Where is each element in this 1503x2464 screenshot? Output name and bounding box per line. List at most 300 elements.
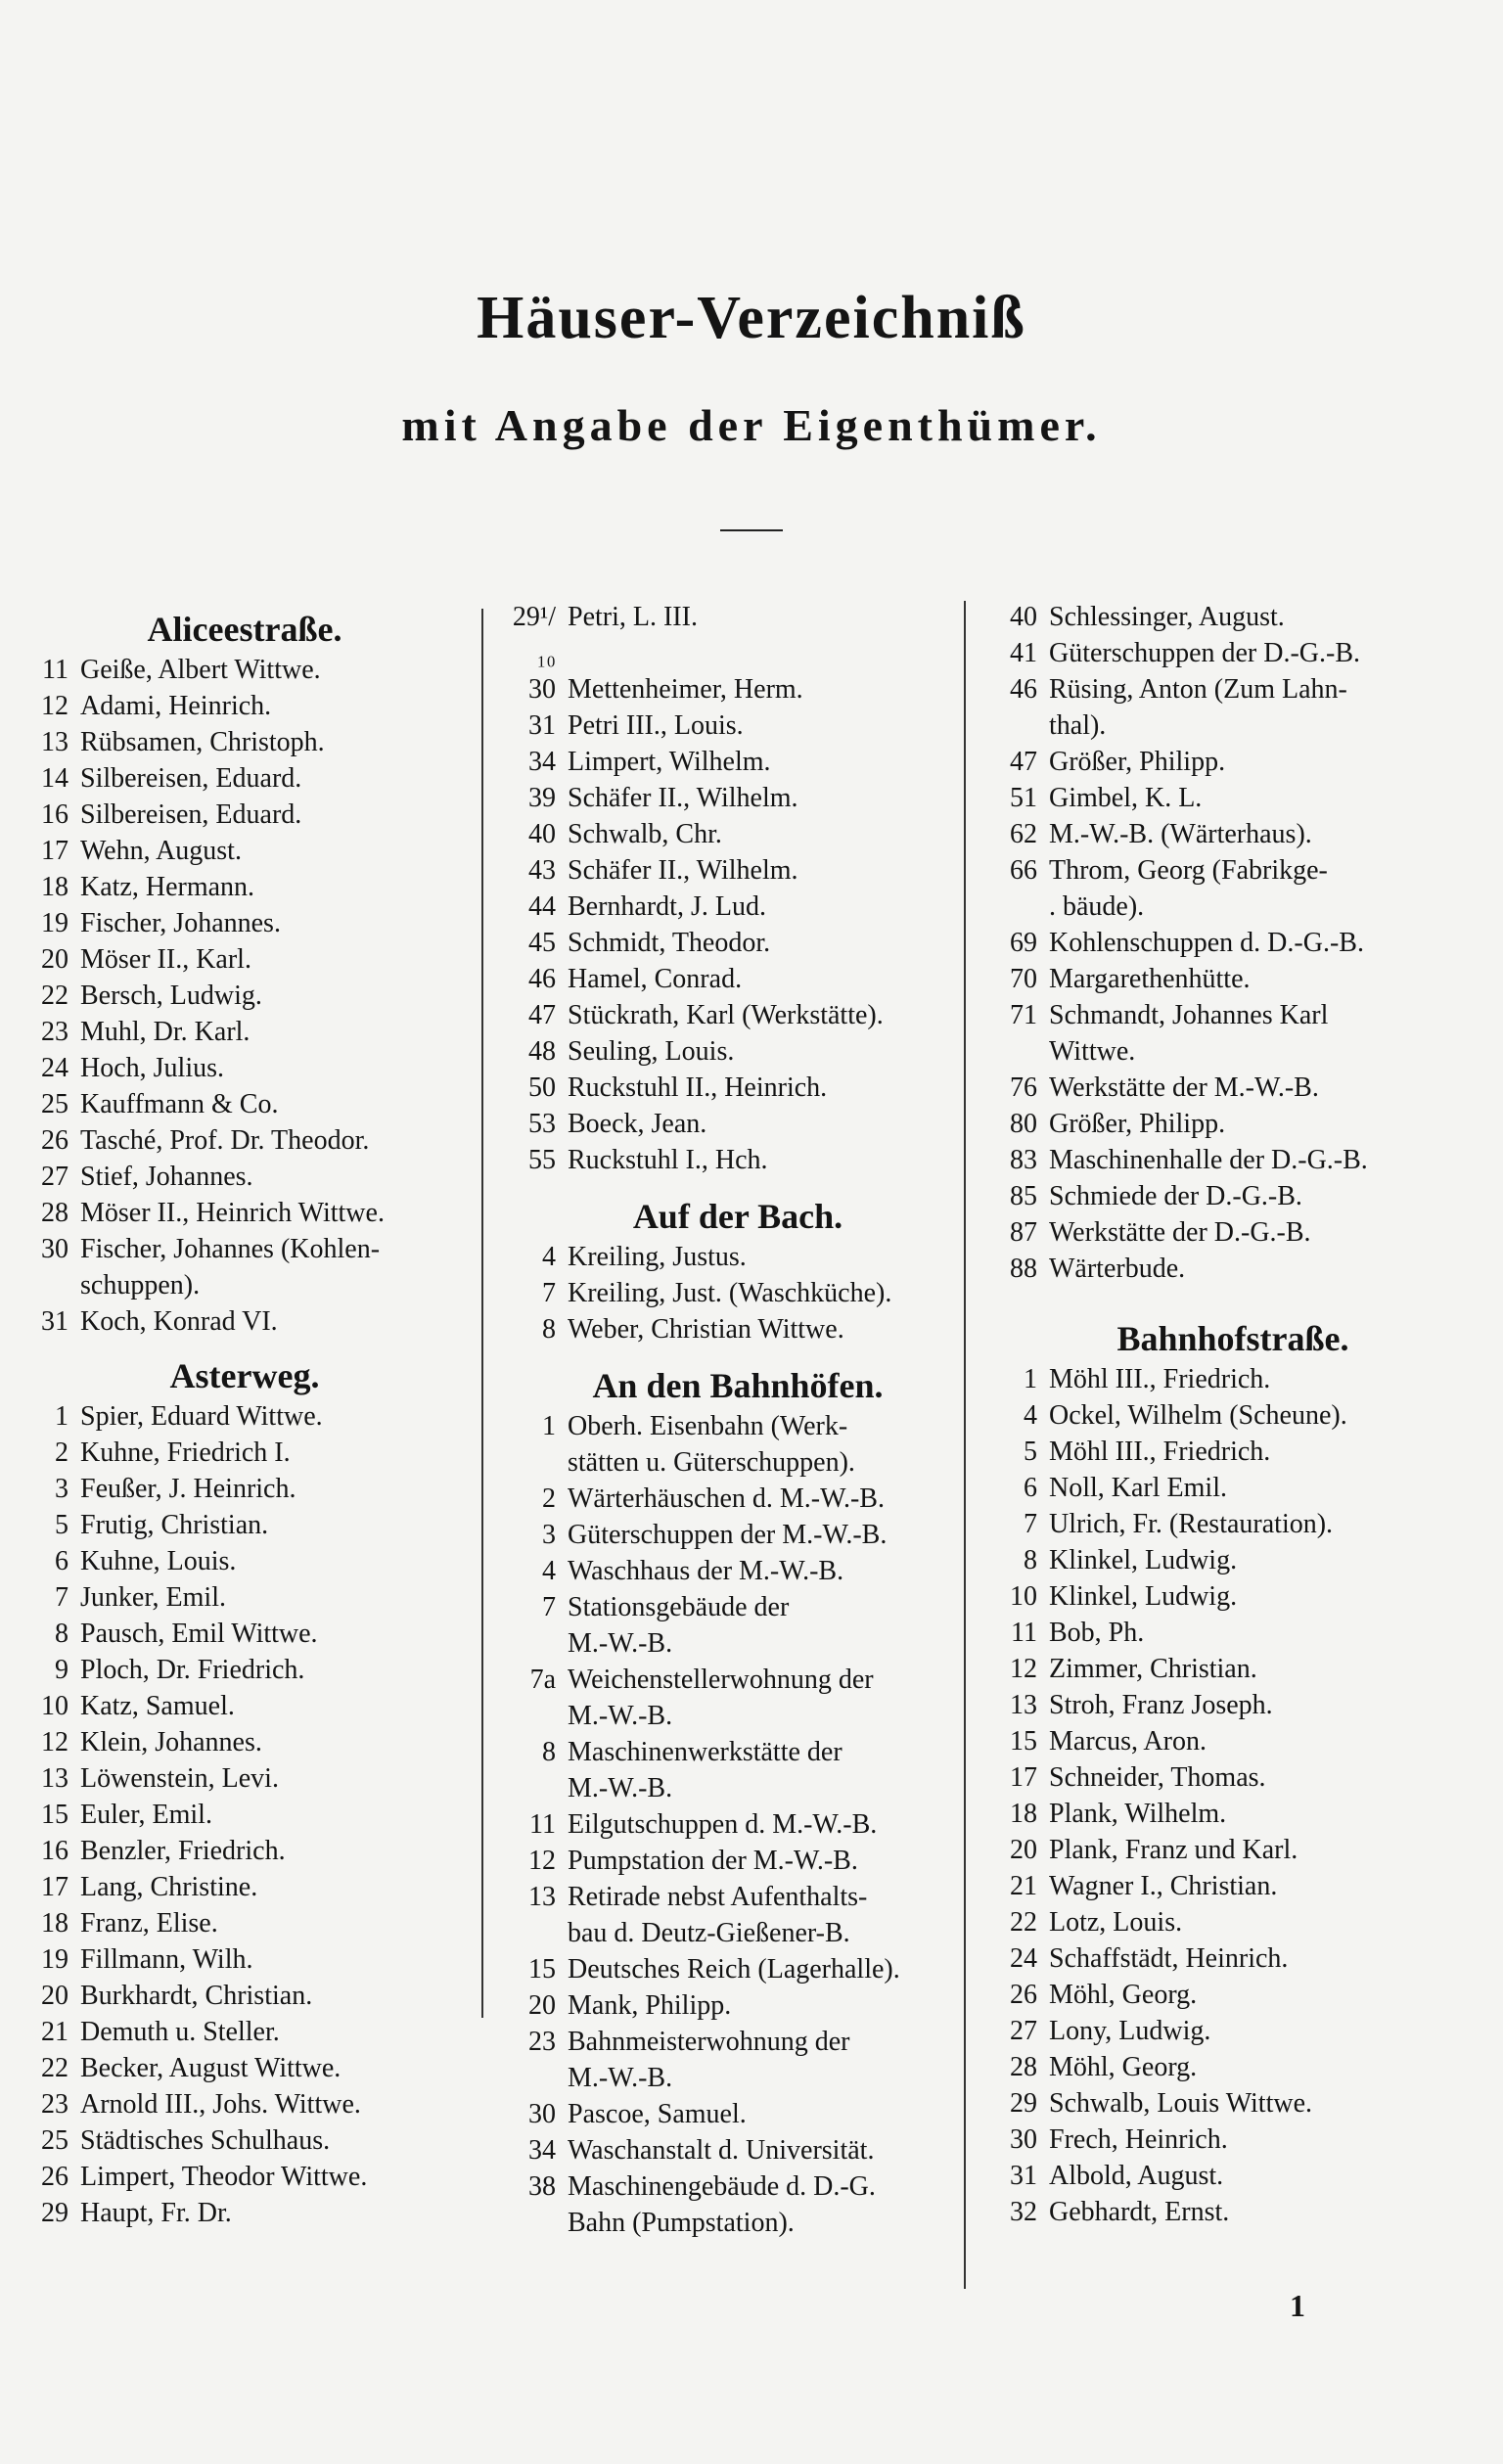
owner-name: Throm, Georg (Fabrikge- [1049,855,1328,886]
house-number: 4 [542,1556,556,1586]
house-number: 31 [528,710,556,741]
house-number: 83 [1010,1145,1037,1175]
house-number: 85 [1010,1181,1037,1211]
page-subtitle: mit Angabe der Eigenthümer. [401,400,1102,450]
list-item [979,2194,1487,2230]
list-item [10,905,479,941]
house-number: 29 [41,2198,68,2228]
house-number: 22 [41,2053,68,2083]
list-item [979,816,1487,852]
owner-name-continuation: . bäude). [1049,891,1145,922]
owner-name: Oberh. Eisenbahn (Werk- [568,1411,848,1441]
house-number: 25 [41,1089,68,1119]
owner-name: Stief, Johannes. [80,1162,253,1192]
owner-name: Lang, Christine. [80,1872,258,1902]
list-item [10,1543,479,1579]
owner-name-continuation: thal). [1049,710,1107,741]
list-item [497,1662,979,1698]
list-item [10,760,479,797]
owner-name: M.-W.-B. (Wärterhaus). [1049,819,1312,849]
list-item [10,941,479,978]
section-heading-aliceestrasse: Aliceestraße. [147,610,342,649]
list-item [979,1615,1487,1651]
section-heading-bahnhofstrasse: Bahnhofstraße. [1116,1319,1349,1358]
owner-name: Burkhardt, Christian. [80,1981,313,2011]
list-item [497,1843,979,1879]
list-item [979,744,1487,780]
house-number: 27 [1010,2016,1037,2046]
owner-name: Retirade nebst Aufenthalts- [568,1882,868,1912]
house-number: 12 [41,691,68,721]
list-item [497,1311,979,1347]
owner-name: Tasché, Prof. Dr. Theodor. [80,1125,370,1156]
house-number: 20 [1010,1835,1037,1865]
list-item [979,599,1487,635]
list-item [497,1879,979,1915]
list-item [979,997,1487,1033]
list-item [10,1688,479,1724]
owner-name: Maschinenhalle der D.-G.-B. [1049,1145,1368,1175]
owner-name: Klinkel, Ludwig. [1049,1545,1238,1575]
owner-name: Größer, Philipp. [1049,1109,1226,1139]
list-item [497,1070,979,1106]
house-number: 46 [528,964,556,994]
entries-auf-der-bach [497,1239,979,1347]
list-item [979,1904,1487,1940]
house-number: 31 [41,1306,68,1337]
house-number: 17 [41,836,68,866]
list-item [10,1905,479,1941]
entries-aliceestrasse-continued [497,599,979,1178]
house-number: 20 [41,944,68,975]
owner-name: Möhl, Georg. [1049,2052,1198,2082]
owner-name: Boeck, Jean. [568,1109,707,1139]
list-item [10,1086,479,1122]
list-item [497,1481,979,1517]
house-number: 4 [542,1242,556,1272]
house-number: 15 [528,1954,556,1985]
list-item [10,797,479,833]
owner-name: Städtisches Schulhaus. [80,2125,331,2156]
list-item [10,1833,479,1869]
house-number: 4 [1024,1400,1037,1431]
house-number: 20 [528,1990,556,2021]
owner-name: Waschanstalt d. Universität. [568,2135,875,2166]
owner-name: Bernhardt, J. Lud. [568,891,766,922]
list-item [979,1506,1487,1542]
owner-name: Ruckstuhl I., Hch. [568,1145,768,1175]
list-item [979,671,1487,707]
list-item [497,816,979,852]
list-item [10,2086,479,2122]
house-number: 13 [528,1882,556,1912]
list-item [10,1398,479,1435]
owner-name-continuation: M.-W.-B. [568,2063,673,2093]
owner-name: Geiße, Albert Wittwe. [80,655,321,685]
list-item [10,1471,479,1507]
list-item [10,1724,479,1760]
list-item [497,1142,979,1178]
owner-name: Limpert, Theodor Wittwe. [80,2162,368,2192]
owner-name: Schmandt, Johannes Karl [1049,1000,1329,1030]
house-number: 22 [1010,1907,1037,1938]
list-item [10,1231,479,1267]
owner-name: Gebhardt, Ernst. [1049,2197,1230,2227]
list-item [10,1014,479,1050]
house-number: 76 [1010,1072,1037,1103]
list-item [10,1616,479,1652]
owner-name-continuation: Bahn (Pumpstation). [568,2208,795,2238]
owner-name: Schäfer II., Wilhelm. [568,855,798,886]
house-number: 41 [1010,638,1037,668]
list-item [10,1122,479,1159]
owner-name: Güterschuppen der D.-G.-B. [1049,638,1361,668]
owner-name: Stückrath, Karl (Werkstätte). [568,1000,884,1030]
list-item [497,2024,979,2060]
list-item [979,1178,1487,1214]
house-number: 1 [1024,1364,1037,1394]
list-item [979,2122,1487,2158]
house-number: 11 [529,1809,556,1840]
house-number: 12 [1010,1654,1037,1684]
house-number: 5 [55,1510,68,1540]
house-number: 10 [1010,1581,1037,1612]
owner-name: Haupt, Fr. Dr. [80,2198,232,2228]
house-number: 3 [55,1474,68,1504]
list-item [979,1397,1487,1434]
title-divider [720,529,783,531]
owner-name: Schäfer II., Wilhelm. [568,783,798,813]
owner-name: Feußer, J. Heinrich. [80,1474,296,1504]
house-number: 13 [41,727,68,757]
owner-name: Pausch, Emil Wittwe. [80,1619,318,1649]
list-item [497,2132,979,2168]
house-number: 28 [41,1198,68,1228]
house-number: 45 [528,928,556,958]
owner-name: Kuhne, Friedrich I. [80,1437,291,1468]
house-number: 21 [1010,1871,1037,1901]
list-item [497,707,979,744]
house-number: 17 [1010,1762,1037,1793]
owner-name: Adami, Heinrich. [80,691,272,721]
owner-name: Frech, Heinrich. [1049,2124,1228,2155]
list-item [10,1159,479,1195]
list-item [979,961,1487,997]
list-item [10,1869,479,1905]
owner-name: Stroh, Franz Joseph. [1049,1690,1273,1720]
owner-name: Franz, Elise. [80,1908,218,1939]
owner-name: Ploch, Dr. Friedrich. [80,1655,305,1685]
list-item [979,925,1487,961]
house-number: 30 [528,2099,556,2129]
house-number: 39 [528,783,556,813]
owner-name: Eilgutschuppen d. M.-W.-B. [568,1809,878,1840]
owner-name: Schmidt, Theodor. [568,928,771,958]
house-number: 50 [528,1072,556,1103]
list-item [10,978,479,1014]
list-item [497,1275,979,1311]
house-number: 80 [1010,1109,1037,1139]
section-heading-auf-der-bach: Auf der Bach. [632,1197,843,1236]
house-number: 46 [1010,674,1037,705]
owner-name: Wärterhäuschen d. M.-W.-B. [568,1483,885,1514]
list-item [979,1868,1487,1904]
owner-name: Silbereisen, Eduard. [80,763,302,794]
house-number: 29¹/₁₀ [512,602,556,668]
owner-name: Deutsches Reich (Lagerhalle). [568,1954,900,1985]
house-number: 17 [41,1872,68,1902]
owner-name: Klinkel, Ludwig. [1049,1581,1238,1612]
house-number: 40 [528,819,556,849]
house-number: 7 [542,1592,556,1622]
list-item [10,724,479,760]
owner-name: Schlessinger, August. [1049,602,1285,632]
list-item [10,833,479,869]
owner-name: Arnold III., Johs. Wittwe. [80,2089,361,2120]
list-item [979,1106,1487,1142]
house-number: 8 [542,1737,556,1767]
list-item [10,1760,479,1797]
list-item [497,1553,979,1589]
house-number: 29 [1010,2088,1037,2119]
list-item [979,852,1487,889]
house-number: 34 [528,747,556,777]
list-item [979,2049,1487,2085]
owner-name-continuation: Wittwe. [1049,1036,1136,1067]
house-number: 26 [41,1125,68,1156]
house-number: 47 [1010,747,1037,777]
entries-bahnhofstrasse [979,1361,1487,2230]
owner-name: Waschhaus der M.-W.-B. [568,1556,844,1586]
owner-name: Schwalb, Louis Wittwe. [1049,2088,1312,2119]
house-number: 15 [41,1800,68,1830]
house-number: 32 [1010,2197,1037,2227]
house-number: 27 [41,1162,68,1192]
house-number: 44 [528,891,556,922]
list-item [497,599,979,671]
list-item [979,1470,1487,1506]
house-number: 9 [55,1655,68,1685]
house-number: 2 [55,1437,68,1468]
house-number: 7 [1024,1509,1037,1539]
house-number: 88 [1010,1254,1037,1284]
owner-name: Fillmann, Wilh. [80,1944,253,1975]
list-item [979,1434,1487,1470]
list-item [979,2158,1487,2194]
list-item [497,744,979,780]
house-number: 18 [41,872,68,902]
column-1 [10,599,479,2292]
owner-name: Lotz, Louis. [1049,1907,1183,1938]
section-heading-an-den-bahnhoefen: An den Bahnhöfen. [592,1366,884,1405]
list-item [10,2014,479,2050]
house-number: 11 [42,655,68,685]
house-number: 16 [41,1836,68,1866]
list-item [979,635,1487,671]
owner-name: Wärterbude. [1049,1254,1186,1284]
list-item [10,1435,479,1471]
list-item [497,2096,979,2132]
owner-name: Gimbel, K. L. [1049,783,1203,813]
list-item [497,1589,979,1625]
owner-name: Klein, Johannes. [80,1727,262,1757]
owner-name: Demuth u. Steller. [80,2017,280,2047]
owner-name: Fischer, Johannes (Kohlen- [80,1234,381,1264]
owner-name: Möser II., Heinrich Wittwe. [80,1198,385,1228]
owner-name: Stationsgebäude der [568,1592,790,1622]
owner-name-continuation: M.-W.-B. [568,1773,673,1803]
owner-name: Albold, August. [1049,2161,1224,2191]
list-item [497,925,979,961]
house-number: 18 [1010,1799,1037,1829]
house-number: 7 [542,1278,556,1308]
list-item [979,1977,1487,2013]
house-number: 7a [529,1665,556,1695]
house-number: 40 [1010,602,1037,632]
house-number: 30 [528,674,556,705]
owner-name: Kauffmann & Co. [80,1089,279,1119]
owner-name: Katz, Hermann. [80,872,255,902]
house-number: 26 [41,2162,68,2192]
house-number: 71 [1010,1000,1037,1030]
house-number: 19 [41,1944,68,1975]
list-item [979,1651,1487,1687]
entries-aliceestrasse [10,652,479,1340]
house-number: 16 [41,799,68,830]
list-item [497,1517,979,1553]
house-number: 8 [55,1619,68,1649]
owner-name: Becker, August Wittwe. [80,2053,342,2083]
house-number: 1 [542,1411,556,1441]
owner-name: Marcus, Aron. [1049,1726,1207,1757]
house-number: 6 [55,1546,68,1576]
owner-name: Werkstätte der D.-G.-B. [1049,1217,1311,1248]
list-item [10,1941,479,1978]
page-number: 1 [1290,2288,1305,2323]
owner-name: Petri III., Louis. [568,710,744,741]
owner-name: Bob, Ph. [1049,1618,1145,1648]
house-number: 10 [41,1691,68,1721]
owner-name-continuation: schuppen). [80,1270,201,1300]
owner-name: Schwalb, Chr. [568,819,722,849]
owner-name: Margarethenhütte. [1049,964,1251,994]
owner-name-continuation: M.-W.-B. [568,1701,673,1731]
column-divider-1 [481,609,483,2018]
column-2 [497,599,979,2292]
owner-name: Bahnmeisterwohnung der [568,2027,850,2057]
owner-name: Möhl III., Friedrich. [1049,1437,1271,1467]
list-item [10,2159,479,2195]
owner-name: Schmiede der D.-G.-B. [1049,1181,1302,1211]
owner-name: Löwenstein, Levi. [80,1763,279,1794]
list-item [497,1408,979,1444]
house-number: 66 [1010,855,1037,886]
owner-name: Kohlenschuppen d. D.-G.-B. [1049,928,1364,958]
owner-name: Petri, L. III. [568,602,698,632]
list-item [10,1579,479,1616]
list-item [10,1978,479,2014]
owner-name: Ulrich, Fr. (Restauration). [1049,1509,1334,1539]
house-number: 24 [1010,1943,1037,1974]
list-item [979,1251,1487,1287]
house-number: 69 [1010,928,1037,958]
section-heading-asterweg: Asterweg. [169,1356,320,1395]
owner-name: Pascoe, Samuel. [568,2099,747,2129]
list-item [979,1940,1487,1977]
list-item [497,1806,979,1843]
list-item [497,780,979,816]
list-item [497,1951,979,1987]
owner-name: Limpert, Wilhelm. [568,747,771,777]
owner-name: Mank, Philipp. [568,1990,732,2021]
house-number: 18 [41,1908,68,1939]
house-number: 34 [528,2135,556,2166]
owner-name: Seuling, Louis. [568,1036,735,1067]
column-3 [979,599,1487,2292]
list-item [10,869,479,905]
house-number: 8 [1024,1545,1037,1575]
house-number: 19 [41,908,68,938]
list-item [497,961,979,997]
list-item [497,997,979,1033]
owner-name: Silbereisen, Eduard. [80,799,302,830]
owner-name: Plank, Wilhelm. [1049,1799,1227,1829]
list-item [10,1195,479,1231]
owner-name: Möser II., Karl. [80,944,251,975]
owner-name: Wagner I., Christian. [1049,1871,1278,1901]
owner-name: Maschinenwerkstätte der [568,1737,843,1767]
house-number: 12 [41,1727,68,1757]
owner-name: Muhl, Dr. Karl. [80,1017,250,1047]
owner-name-continuation: M.-W.-B. [568,1628,673,1659]
owner-name: Maschinengebäude d. D.-G. [568,2171,876,2202]
page-title: Häuser-Verzeichniß [477,285,1026,351]
list-item [979,1214,1487,1251]
list-item [497,671,979,707]
list-item [979,1070,1487,1106]
list-item [497,889,979,925]
owner-name: Schneider, Thomas. [1049,1762,1266,1793]
list-item [979,1759,1487,1796]
owner-name: Möhl III., Friedrich. [1049,1364,1271,1394]
house-number: 38 [528,2171,556,2202]
list-item [979,1723,1487,1759]
house-number: 14 [41,763,68,794]
owner-name: Werkstätte der M.-W.-B. [1049,1072,1319,1103]
house-number: 11 [1011,1618,1037,1648]
house-number: 13 [1010,1690,1037,1720]
list-item [10,2122,479,2159]
house-number: 23 [41,1017,68,1047]
list-item [10,2195,479,2231]
owner-name: Größer, Philipp. [1049,747,1226,777]
house-number: 25 [41,2125,68,2156]
house-number: 15 [1010,1726,1037,1757]
owner-name-continuation: bau d. Deutz-Gießener-B. [568,1918,850,1948]
owner-name: Kuhne, Louis. [80,1546,237,1576]
owner-name: Rüsing, Anton (Zum Lahn- [1049,674,1347,705]
list-item [497,852,979,889]
list-item [10,652,479,688]
owner-name: Koch, Konrad VI. [80,1306,278,1337]
house-number: 26 [1010,1980,1037,2010]
owner-name: Ockel, Wilhelm (Scheune). [1049,1400,1347,1431]
house-number: 23 [41,2089,68,2120]
list-item [10,1652,479,1688]
list-item [979,1832,1487,1868]
list-item [497,1033,979,1070]
list-item [979,1142,1487,1178]
